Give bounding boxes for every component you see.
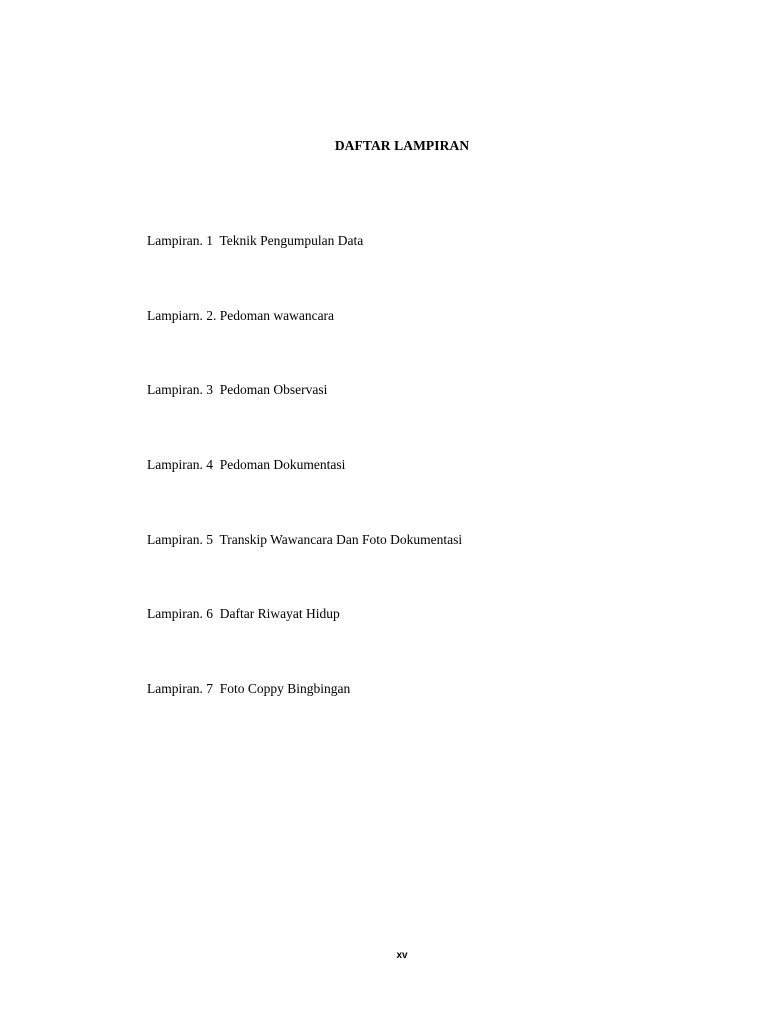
appendix-entry-4: Lampiran. 4 Pedoman Dokumentasi	[147, 457, 346, 473]
appendix-entry-6: Lampiran. 6 Daftar Riwayat Hidup	[147, 606, 340, 622]
appendix-entry-2: Lampiarn. 2. Pedoman wawancara	[147, 307, 335, 323]
appendix-entry-3: Lampiran. 3 Pedoman Observasi	[147, 382, 328, 398]
appendix-entry-1: Lampiran. 1 Teknik Pengumpulan Data	[147, 233, 364, 248]
page-title: DAFTAR LAMPIRAN	[334, 138, 470, 153]
page-number: xv	[396, 950, 408, 961]
appendix-list	[147, 231, 462, 754]
appendix-entry-5: Lampiran. 5 Transkip Wawancara Dan Foto Dokumentasi	[147, 531, 463, 547]
appendix-entry-7: Lampiran. 7 Foto Coppy Bingbingan	[147, 681, 351, 697]
